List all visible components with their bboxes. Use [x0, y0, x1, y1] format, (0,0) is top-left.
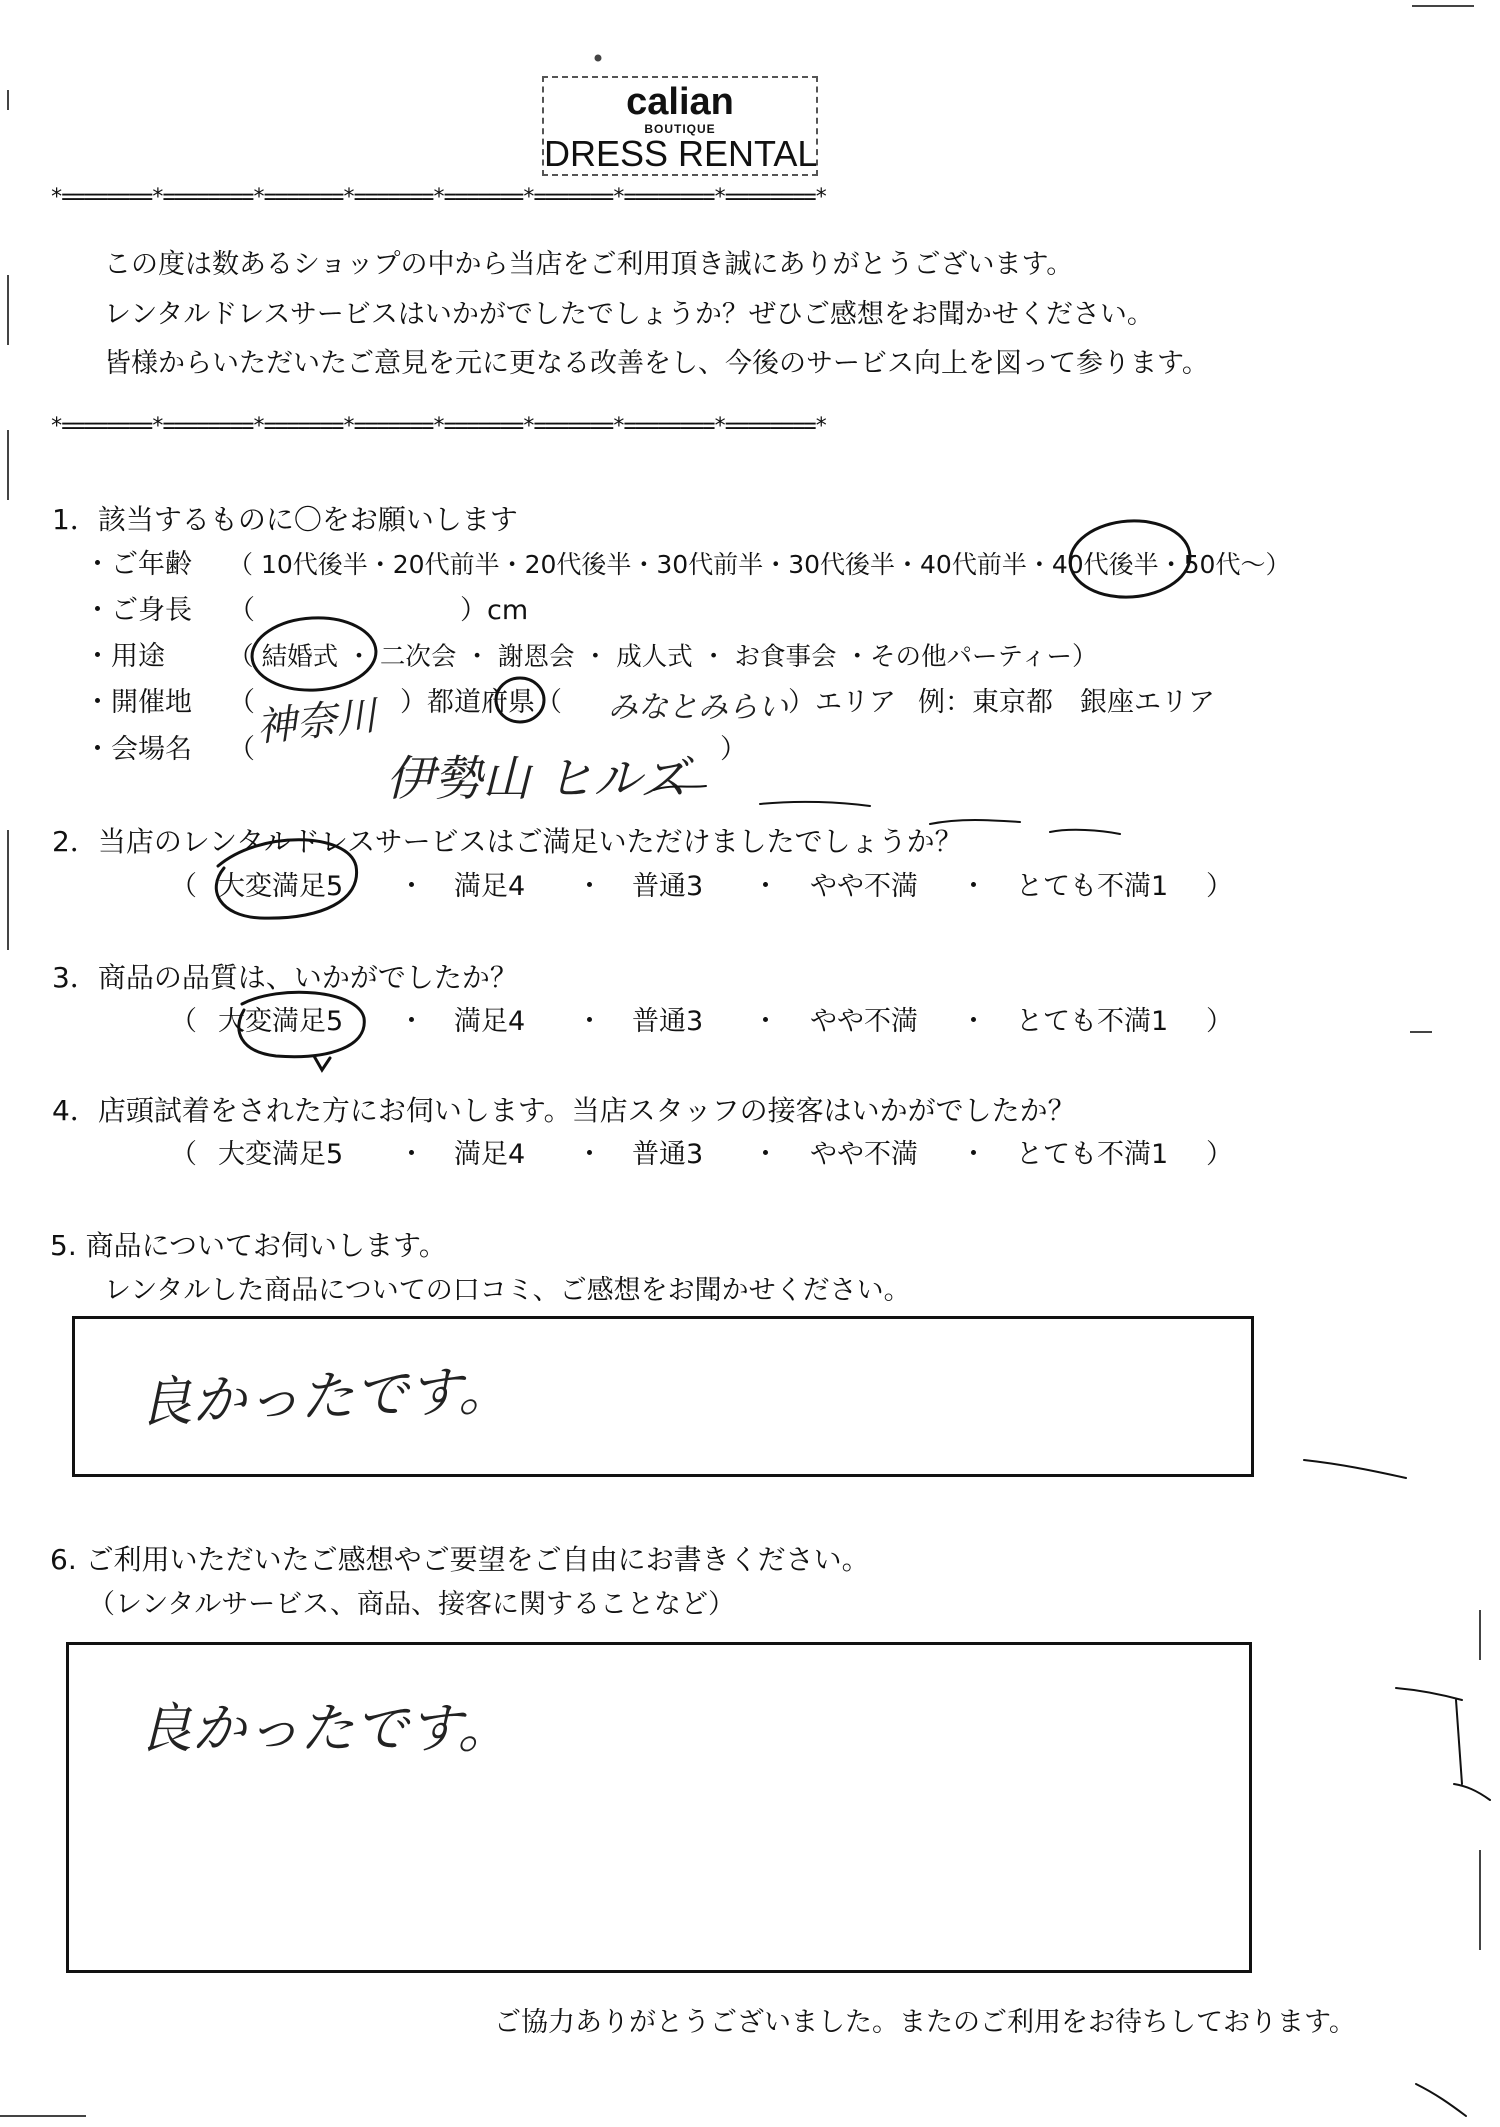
- intro-line-3: 皆様からいただいたご意見を元に更なる改善をし、今後のサービス向上を図って参ります。: [104, 348, 1209, 379]
- q2-title: 2．当店のレンタルドレスサービスはご満足いただけましたでしょうか？: [52, 825, 963, 858]
- venue-place-mid: ）都道府県（: [400, 687, 562, 718]
- q2-dot: ・: [398, 871, 425, 902]
- venue-name-paren-close: ）: [720, 734, 747, 765]
- handwritten-venue-name: 伊勢山 ヒルズ: [386, 751, 688, 807]
- q4-opt4: 満足4: [454, 1139, 526, 1170]
- q4-opt2: やや不満: [810, 1139, 918, 1170]
- q6-title: 6. ご利用いただいたご感想やご要望をご自由にお書きください。: [50, 1543, 870, 1576]
- q2-dot: ・: [576, 871, 603, 902]
- logo-main: DRESS RENTAL: [544, 133, 818, 174]
- q3-paren-open: （: [170, 1006, 197, 1037]
- circle-mark-prefecture: [496, 678, 544, 722]
- q3-dot: ・: [576, 1006, 603, 1037]
- purpose-options: （ 結婚式 ・ 二次会 ・ 謝恩会 ・ 成人式 ・ お食事会 ・その他パーティー）: [228, 642, 1098, 672]
- stray-pen-lines: [760, 802, 1120, 834]
- edge-mark-3: [1416, 2084, 1466, 2116]
- footer-thanks: ご協力ありがとうございました。またのご利用をお待ちしております。: [494, 2007, 1356, 2038]
- venue-place-suffix: ）エリア: [788, 687, 896, 718]
- intro-line-2: レンタルドレスサービスはいかがでしたでしょうか？ぜひご感想をお聞かせください。: [104, 299, 1154, 330]
- q2-opt1: とても不満1: [1016, 871, 1169, 902]
- venue-place-label: ・開催地: [84, 687, 192, 718]
- handwritten-area: みなとみらい: [608, 690, 788, 725]
- q6-answer: 良かったです。: [138, 1697, 512, 1760]
- height-unit: ）cm: [460, 595, 529, 626]
- q5-answer: 良かったです。: [137, 1358, 513, 1435]
- age-options: （ 10代後半・20代前半・20代後半・30代前半・30代後半・40代前半・40代後半・50代～）: [228, 550, 1291, 579]
- q3-paren-close: ）: [1206, 1006, 1233, 1037]
- q4-opt5: 大変満足5: [218, 1139, 344, 1170]
- scan-speck: [596, 56, 601, 61]
- intro-line-1: この度は数あるショップの中から当店をご利用頂き誠にありがとうございます。: [104, 249, 1074, 280]
- circle-tick-q3: [314, 1056, 330, 1070]
- separator-top: *========*========*=======*=======*=======*=======*========*========*: [50, 185, 826, 210]
- q4-dot: ・: [576, 1139, 603, 1170]
- q3-opt2: やや不満: [810, 1006, 918, 1037]
- q4-dot: ・: [398, 1139, 425, 1170]
- q6-subtitle: （レンタルサービス、商品、接客に関することなど）: [88, 1589, 736, 1620]
- venue-name-paren-open: （: [228, 734, 255, 765]
- q3-dot: ・: [752, 1006, 779, 1037]
- venue-place-paren-open: （: [228, 687, 255, 718]
- handwritten-prefecture: 神奈川: [254, 692, 379, 752]
- circle-mark-q2: [216, 840, 356, 918]
- circle-mark-q3: [239, 992, 364, 1056]
- purpose-label: ・用途: [84, 641, 165, 672]
- circle-mark-purpose: [250, 615, 378, 693]
- logo-sub: BOUTIQUE: [644, 122, 716, 136]
- q2-dot: ・: [960, 871, 987, 902]
- q2-paren-close: ）: [1206, 871, 1233, 902]
- venue-place-example: 例：東京都 銀座エリア: [918, 687, 1215, 718]
- q4-dot: ・: [960, 1139, 987, 1170]
- q4-paren-open: （: [170, 1139, 197, 1170]
- q3-opt5: 大変満足5: [218, 1006, 344, 1037]
- q3-opt3: 普通3: [632, 1006, 704, 1037]
- q2-paren-open: （: [170, 871, 197, 902]
- separator-bottom: *========*========*=======*=======*=======*=======*========*========*: [50, 414, 826, 439]
- q2-opt4: 満足4: [454, 871, 526, 902]
- q3-opt4: 満足4: [454, 1006, 526, 1037]
- edge-mark-2: [1396, 1688, 1490, 1800]
- circle-mark-age: [1067, 517, 1192, 601]
- venue-name-label: ・会場名: [84, 734, 192, 765]
- height-label: ・ご身長: [84, 595, 192, 626]
- q4-opt3: 普通3: [632, 1139, 704, 1170]
- q3-dot: ・: [960, 1006, 987, 1037]
- height-paren-open: （: [228, 595, 255, 626]
- q1-title: 1．該当するものに〇をお願いします: [52, 503, 518, 536]
- q2-dot: ・: [752, 871, 779, 902]
- q3-dot: ・: [398, 1006, 425, 1037]
- age-label: ・ご年齢: [84, 549, 192, 580]
- q2-opt3: 普通3: [632, 871, 704, 902]
- q4-dot: ・: [752, 1139, 779, 1170]
- q4-paren-close: ）: [1206, 1139, 1233, 1170]
- q3-opt1: とても不満1: [1016, 1006, 1169, 1037]
- q4-title: 4．店頭試着をされた方にお伺いします。当店スタッフの接客はいかがでしたか？: [52, 1094, 1076, 1127]
- scribble-line: [654, 786, 706, 790]
- q5-subtitle: レンタルした商品についての口コミ、ご感想をお聞かせください。: [104, 1275, 911, 1306]
- edge-mark-1: [1304, 1460, 1406, 1478]
- q2-opt2: やや不満: [810, 871, 918, 902]
- q5-title: 5. 商品についてお伺いします。: [50, 1229, 447, 1262]
- q4-opt1: とても不満1: [1016, 1139, 1169, 1170]
- q2-opt5: 大変満足5: [218, 871, 344, 902]
- logo-brand: calian: [626, 81, 734, 123]
- q3-title: 3．商品の品質は、いかがでしたか？: [52, 961, 518, 994]
